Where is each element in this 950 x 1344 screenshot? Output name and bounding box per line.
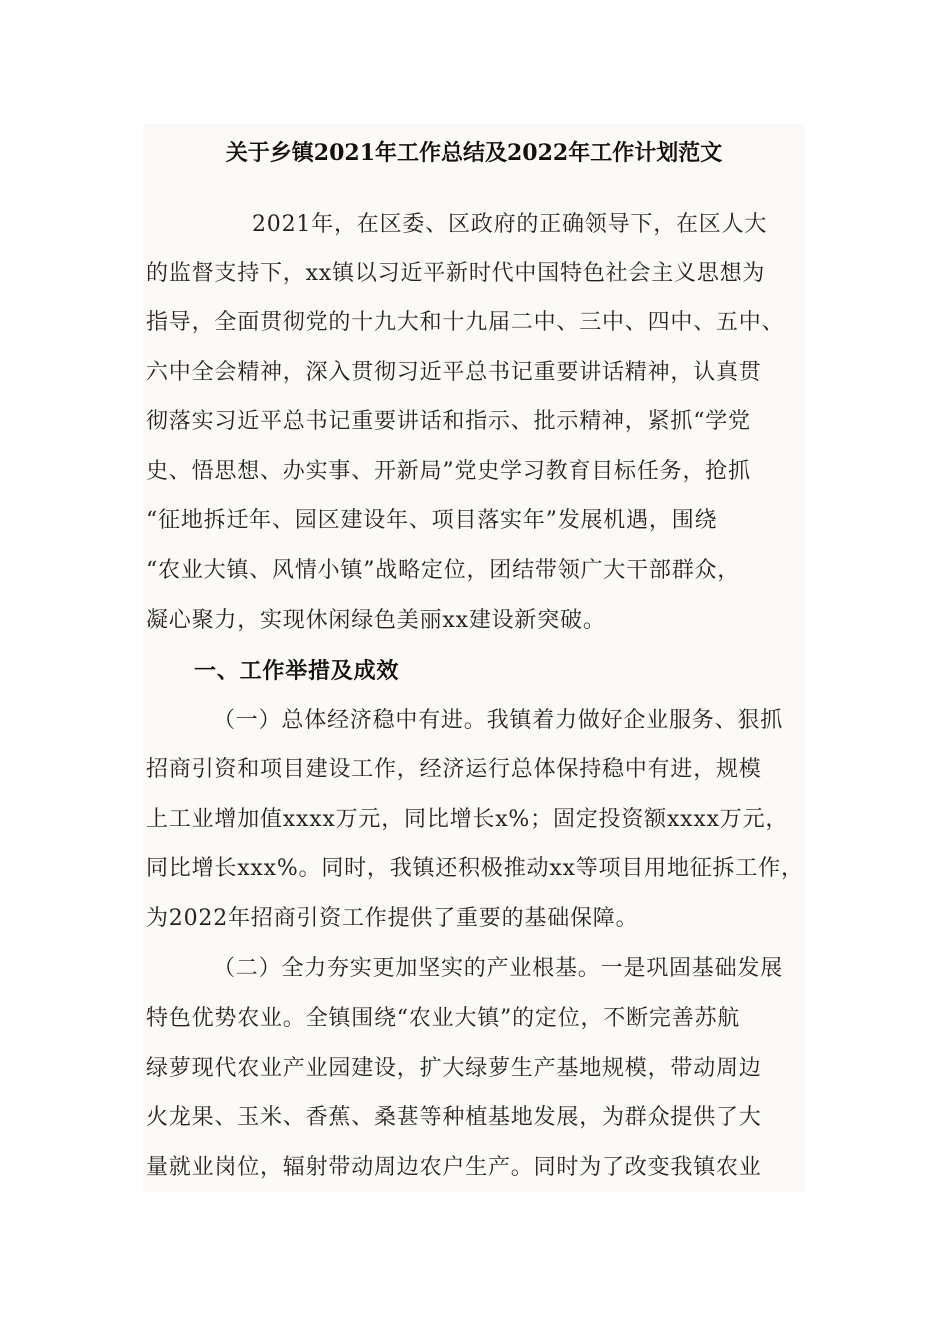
intro-line-2: 的监督支持下，xx镇以习近平新时代中国特色社会主义思想为 (146, 261, 766, 286)
intro-line-3: 指导，全面贯彻党的十九大和十九届二中、三中、四中、五中、 (146, 310, 785, 335)
para1-line-2: 招商引资和项目建设工作，经济运行总体保持稳中有进，规模 (146, 757, 762, 782)
intro-line-1: 2021年，在区委、区政府的正确领导下，在区人大 (252, 212, 768, 237)
para2-line-5: 量就业岗位，辐射带动周边农户生产。同时为了改变我镇农业 (146, 1155, 762, 1180)
para1-line-1: （一）总体经济稳中有进。我镇着力做好企业服务、狠抓 (213, 708, 784, 733)
para2-line-3: 绿萝现代农业产业园建设，扩大绿萝生产基地规模，带动周边 (146, 1056, 762, 1081)
para1-line-4: 同比增长xxx%。同时，我镇还积极推动xx等项目用地征拆工作， (146, 856, 804, 881)
intro-line-8: “农业大镇、风情小镇”战略定位，团结带领广大干部群众， (146, 558, 741, 583)
intro-line-6: 史、悟思想、办实事、开新局”党史学习教育目标任务，抢抓 (146, 459, 751, 484)
document-title: 关于乡镇2021年工作总结及2022年工作计划范文 (225, 140, 723, 166)
intro-line-7: “征地拆迁年、园区建设年、项目落实年”发展机遇，围绕 (146, 508, 718, 533)
para2-line-2: 特色优势农业。全镇围绕“农业大镇”的定位，不断完善苏航 (146, 1006, 741, 1031)
para2-line-1: （二）全力夯实更加坚实的产业根基。一是巩固基础发展 (213, 956, 784, 981)
para1-line-5: 为2022年招商引资工作提供了重要的基础保障。 (146, 906, 639, 931)
intro-line-4: 六中全会精神，深入贯彻习近平总书记重要讲话精神，认真贯 (146, 360, 762, 385)
intro-line-9: 凝心聚力，实现休闲绿色美丽xx建设新突破。 (146, 608, 606, 633)
para2-line-4: 火龙果、玉米、香蕉、桑葚等种植基地发展，为群众提供了大 (146, 1105, 762, 1130)
para1-line-3: 上工业增加值xxxx万元，同比增长x%；固定投资额xxxx万元， (146, 807, 789, 832)
section-heading: 一、工作举措及成效 (194, 658, 400, 684)
intro-line-5: 彻落实习近平总书记重要讲话和指示、批示精神，紧抓“学党 (146, 409, 751, 434)
